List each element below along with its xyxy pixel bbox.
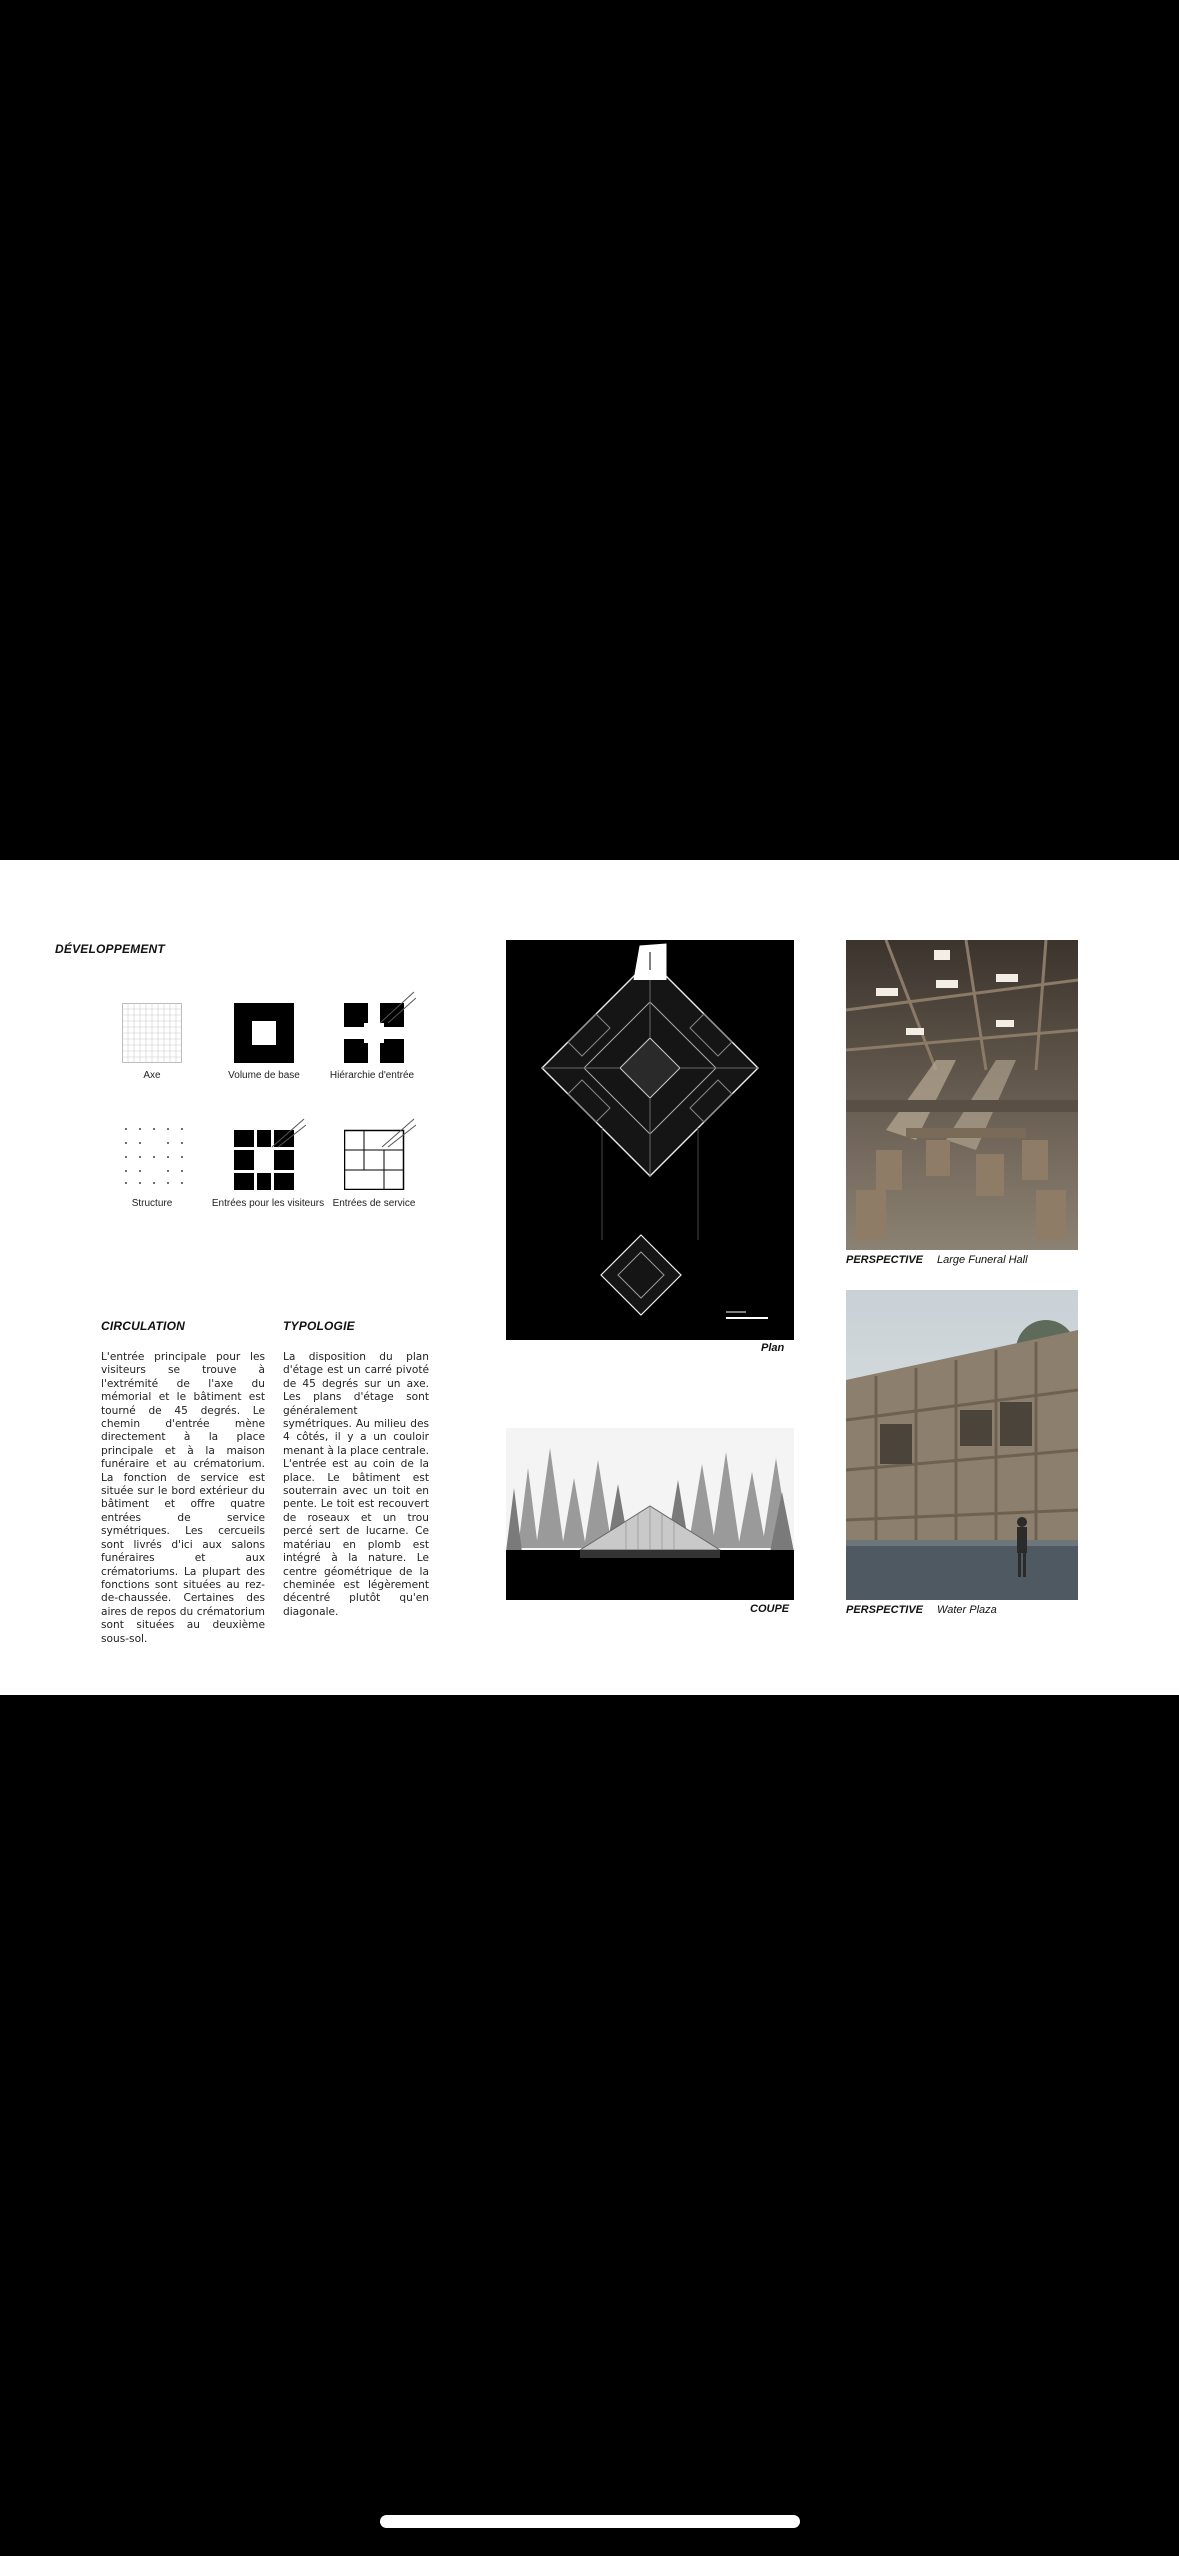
plan-caption xyxy=(761,1342,784,1354)
home-indicator[interactable] xyxy=(380,2515,800,2528)
perspective-water-plaza-title: Water Plaza xyxy=(937,1604,997,1616)
section-caption-text: COUPE xyxy=(750,1603,790,1615)
perspective-funeral-hall-image xyxy=(846,940,1078,1250)
diagram-service xyxy=(344,1117,416,1190)
typologie-text xyxy=(283,1351,429,1619)
typologie-heading: TYPOLOGIE xyxy=(283,1319,355,1333)
diagram-service-label: Entrées de service xyxy=(332,1198,416,1209)
typologie-paragraph: La disposition du plan d'étage est un carré pivoté de 45 degrés sur un axe. Les plans d'étage sont généralement symétriques. Au milieu des 4 côtés, il y a un couloir menant à la place centrale. L'entrée est au coin de la place. Le bâtiment est souterrain avec un toit en pente. Le toit est recouvert de roseaux et un trou percé sert de lucarne. Ce matériau en plomb est intégré à la nature. Le centre géométrique de la cheminée est légèrement décentré plutôt qu'en diagonale. xyxy=(283,1351,429,1618)
perspective-funeral-hall-title: Large Funeral Hall xyxy=(937,1254,1028,1266)
perspective-water-plaza-label: PERSPECTIVE xyxy=(846,1604,924,1616)
section-caption xyxy=(750,1603,789,1615)
diagram-axe-label: Axe xyxy=(143,1070,161,1081)
circulation-heading: CIRCULATION xyxy=(101,1319,185,1333)
diagram-volume xyxy=(234,1003,294,1063)
diagram-structure xyxy=(122,1123,186,1187)
diagram-hierarchie xyxy=(344,990,416,1063)
section-drawing xyxy=(506,1428,794,1600)
diagram-structure-label: Structure xyxy=(131,1198,173,1209)
plan-drawing xyxy=(506,940,794,1340)
presentation-sheet xyxy=(0,860,1179,1695)
development-heading: DÉVELOPPEMENT xyxy=(55,942,165,956)
plan-caption-text: Plan xyxy=(761,1342,785,1354)
diagram-volume-label: Volume de base xyxy=(228,1070,300,1081)
diagram-hierarchie-label: Hiérarchie d'entrée xyxy=(329,1070,415,1081)
circulation-text xyxy=(101,1351,265,1646)
diagram-axe xyxy=(122,1003,182,1063)
diagram-visiteurs xyxy=(234,1117,306,1190)
diagram-visiteurs-label: Entrées pour les visiteurs xyxy=(211,1198,325,1209)
perspective-water-plaza-image xyxy=(846,1290,1078,1600)
perspective-funeral-hall-label: PERSPECTIVE xyxy=(846,1254,924,1266)
perspective-funeral-hall-caption xyxy=(846,1254,1028,1266)
circulation-paragraph: L'entrée principale pour les visiteurs se trouve à l'extrémité de l'axe du mémorial et le bâtiment est tourné de 45 degrés. Le chemin d'entrée mène directement à la place principale et à la maison funéraire et au crématorium. La fonction de service est située sur le bord extérieur du bâtiment et offre quatre entrées de service symétriques. Les cercueils sont livrés d'ici aux salons funéraires et aux crématoriums. La plupart des fonctions sont situées au rez-de-chaussée. Certaines des aires de repos du crématorium sont situées au deuxième sous-sol. xyxy=(101,1351,265,1645)
perspective-water-plaza-caption xyxy=(846,1604,997,1616)
